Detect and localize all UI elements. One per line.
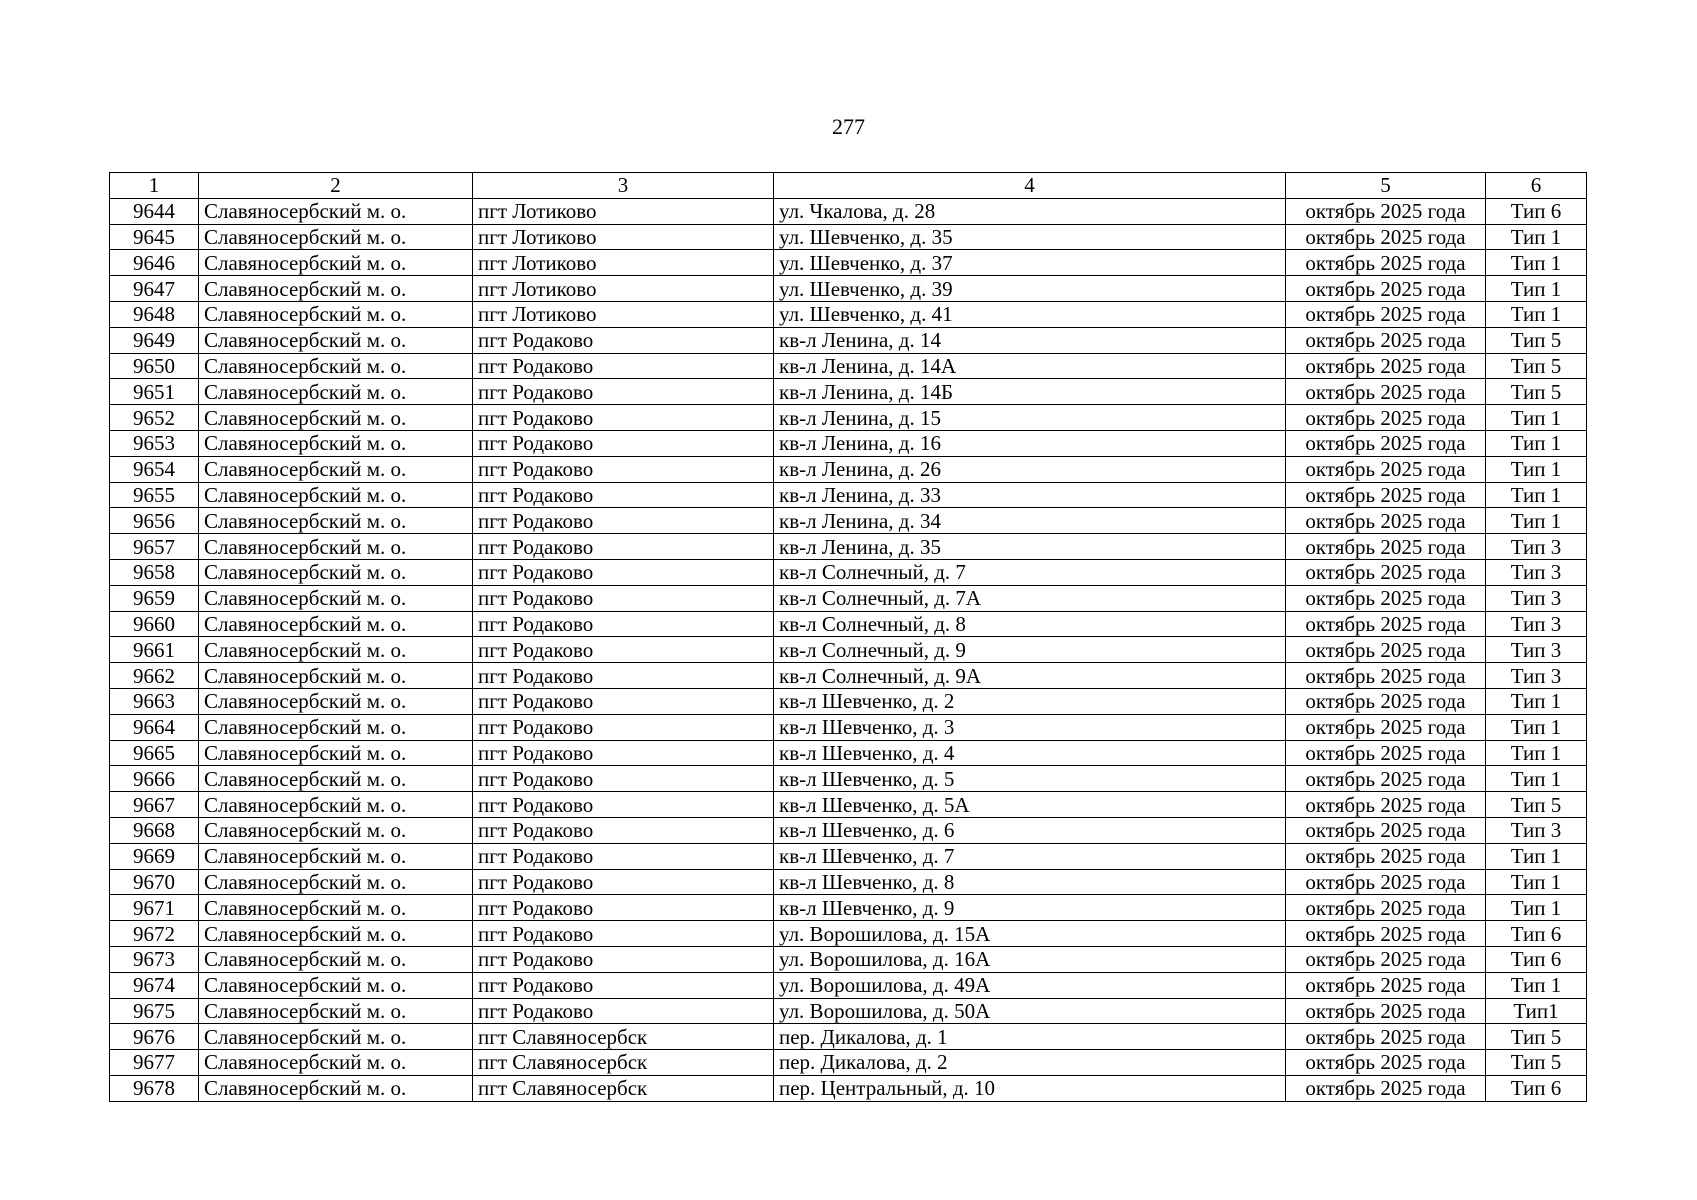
district-cell: Славяносербский м. о.	[199, 198, 473, 224]
locality-cell: пгт Родаково	[473, 740, 774, 766]
row-number-cell: 9658	[110, 559, 199, 585]
row-number-cell: 9668	[110, 817, 199, 843]
district-cell: Славяносербский м. о.	[199, 637, 473, 663]
locality-cell: пгт Лотиково	[473, 198, 774, 224]
type-cell: Тип 6	[1486, 198, 1587, 224]
date-cell: октябрь 2025 года	[1286, 817, 1486, 843]
row-number-cell: 9651	[110, 379, 199, 405]
row-number-cell: 9663	[110, 688, 199, 714]
table-row	[110, 817, 1587, 843]
locality-cell: пгт Родаково	[473, 379, 774, 405]
district-cell: Славяносербский м. о.	[199, 224, 473, 250]
locality-cell: пгт Родаково	[473, 792, 774, 818]
type-cell: Тип 1	[1486, 508, 1587, 534]
row-number-cell: 9661	[110, 637, 199, 663]
district-cell: Славяносербский м. о.	[199, 1050, 473, 1076]
address-cell: кв-л Шевченко, д. 9	[774, 895, 1286, 921]
type-cell: Тип 1	[1486, 895, 1587, 921]
row-number-cell: 9645	[110, 224, 199, 250]
address-cell: ул. Ворошилова, д. 50А	[774, 998, 1286, 1024]
locality-cell: пгт Родаково	[473, 843, 774, 869]
type-cell: Тип 3	[1486, 534, 1587, 560]
address-cell: кв-л Ленина, д. 26	[774, 456, 1286, 482]
table-row	[110, 585, 1587, 611]
date-cell: октябрь 2025 года	[1286, 353, 1486, 379]
type-cell: Тип 6	[1486, 921, 1587, 947]
locality-cell: пгт Родаково	[473, 508, 774, 534]
locality-cell: пгт Родаково	[473, 946, 774, 972]
address-cell: ул. Чкалова, д. 28	[774, 198, 1286, 224]
type-cell: Тип 3	[1486, 637, 1587, 663]
header-cell-5: 5	[1286, 173, 1486, 199]
row-number-cell: 9647	[110, 276, 199, 302]
row-number-cell: 9657	[110, 534, 199, 560]
table-row	[110, 792, 1587, 818]
row-number-cell: 9650	[110, 353, 199, 379]
locality-cell: пгт Родаково	[473, 327, 774, 353]
address-cell: кв-л Ленина, д. 14Б	[774, 379, 1286, 405]
locality-cell: пгт Славяносербск	[473, 1024, 774, 1050]
district-cell: Славяносербский м. о.	[199, 405, 473, 431]
table-row	[110, 843, 1587, 869]
address-cell: ул. Шевченко, д. 35	[774, 224, 1286, 250]
address-cell: кв-л Шевченко, д. 4	[774, 740, 1286, 766]
district-cell: Славяносербский м. о.	[199, 327, 473, 353]
type-cell: Тип 5	[1486, 1050, 1587, 1076]
address-cell: кв-л Ленина, д. 34	[774, 508, 1286, 534]
date-cell: октябрь 2025 года	[1286, 972, 1486, 998]
table-row	[110, 327, 1587, 353]
locality-cell: пгт Лотиково	[473, 276, 774, 302]
page-number: 277	[832, 114, 865, 139]
type-cell: Тип 1	[1486, 224, 1587, 250]
district-cell: Славяносербский м. о.	[199, 869, 473, 895]
address-cell: кв-л Шевченко, д. 2	[774, 688, 1286, 714]
type-cell: Тип 6	[1486, 946, 1587, 972]
locality-cell: пгт Родаково	[473, 585, 774, 611]
type-cell: Тип 3	[1486, 663, 1587, 689]
date-cell: октябрь 2025 года	[1286, 998, 1486, 1024]
date-cell: октябрь 2025 года	[1286, 276, 1486, 302]
address-cell: ул. Шевченко, д. 37	[774, 250, 1286, 276]
header-row	[110, 173, 1587, 199]
type-cell: Тип 1	[1486, 972, 1587, 998]
locality-cell: пгт Родаково	[473, 611, 774, 637]
date-cell: октябрь 2025 года	[1286, 921, 1486, 947]
date-cell: октябрь 2025 года	[1286, 224, 1486, 250]
address-cell: пер. Дикалова, д. 1	[774, 1024, 1286, 1050]
date-cell: октябрь 2025 года	[1286, 482, 1486, 508]
row-number-cell: 9652	[110, 405, 199, 431]
date-cell: октябрь 2025 года	[1286, 663, 1486, 689]
date-cell: октябрь 2025 года	[1286, 559, 1486, 585]
address-cell: пер. Центральный, д. 10	[774, 1075, 1286, 1101]
table-row	[110, 921, 1587, 947]
district-cell: Славяносербский м. о.	[199, 688, 473, 714]
address-cell: пер. Дикалова, д. 2	[774, 1050, 1286, 1076]
type-cell: Тип 3	[1486, 817, 1587, 843]
district-cell: Славяносербский м. о.	[199, 430, 473, 456]
address-cell: кв-л Солнечный, д. 7	[774, 559, 1286, 585]
date-cell: октябрь 2025 года	[1286, 714, 1486, 740]
district-cell: Славяносербский м. о.	[199, 508, 473, 534]
header-cell-4: 4	[774, 173, 1286, 199]
table-row	[110, 1075, 1587, 1101]
address-cell: кв-л Шевченко, д. 6	[774, 817, 1286, 843]
type-cell: Тип 1	[1486, 688, 1587, 714]
header-cell-1: 1	[110, 173, 199, 199]
date-cell: октябрь 2025 года	[1286, 508, 1486, 534]
locality-cell: пгт Родаково	[473, 998, 774, 1024]
row-number-cell: 9664	[110, 714, 199, 740]
date-cell: октябрь 2025 года	[1286, 766, 1486, 792]
row-number-cell: 9672	[110, 921, 199, 947]
address-cell: кв-л Шевченко, д. 3	[774, 714, 1286, 740]
table-row	[110, 946, 1587, 972]
row-number-cell: 9667	[110, 792, 199, 818]
table-row	[110, 301, 1587, 327]
date-cell: октябрь 2025 года	[1286, 379, 1486, 405]
address-cell: ул. Шевченко, д. 41	[774, 301, 1286, 327]
table-row	[110, 688, 1587, 714]
locality-cell: пгт Родаково	[473, 895, 774, 921]
date-cell: октябрь 2025 года	[1286, 637, 1486, 663]
table-row	[110, 276, 1587, 302]
date-cell: октябрь 2025 года	[1286, 869, 1486, 895]
table-row	[110, 611, 1587, 637]
address-cell: кв-л Шевченко, д. 7	[774, 843, 1286, 869]
address-cell: кв-л Солнечный, д. 8	[774, 611, 1286, 637]
address-cell: кв-л Шевченко, д. 8	[774, 869, 1286, 895]
district-cell: Славяносербский м. о.	[199, 276, 473, 302]
date-cell: октябрь 2025 года	[1286, 792, 1486, 818]
locality-cell: пгт Родаково	[473, 430, 774, 456]
address-cell: кв-л Шевченко, д. 5А	[774, 792, 1286, 818]
type-cell: Тип 1	[1486, 482, 1587, 508]
row-number-cell: 9648	[110, 301, 199, 327]
district-cell: Славяносербский м. о.	[199, 559, 473, 585]
locality-cell: пгт Лотиково	[473, 250, 774, 276]
type-cell: Тип1	[1486, 998, 1587, 1024]
row-number-cell: 9676	[110, 1024, 199, 1050]
row-number-cell: 9669	[110, 843, 199, 869]
row-number-cell: 9678	[110, 1075, 199, 1101]
district-cell: Славяносербский м. о.	[199, 817, 473, 843]
district-cell: Славяносербский м. о.	[199, 663, 473, 689]
type-cell: Тип 5	[1486, 379, 1587, 405]
district-cell: Славяносербский м. о.	[199, 301, 473, 327]
type-cell: Тип 3	[1486, 585, 1587, 611]
type-cell: Тип 1	[1486, 740, 1587, 766]
type-cell: Тип 1	[1486, 405, 1587, 431]
row-number-cell: 9673	[110, 946, 199, 972]
type-cell: Тип 6	[1486, 1075, 1587, 1101]
address-cell: кв-л Солнечный, д. 9	[774, 637, 1286, 663]
date-cell: октябрь 2025 года	[1286, 405, 1486, 431]
table-row	[110, 250, 1587, 276]
table-row	[110, 895, 1587, 921]
locality-cell: пгт Славяносербск	[473, 1075, 774, 1101]
type-cell: Тип 3	[1486, 559, 1587, 585]
type-cell: Тип 1	[1486, 430, 1587, 456]
date-cell: октябрь 2025 года	[1286, 456, 1486, 482]
address-cell: ул. Ворошилова, д. 15А	[774, 921, 1286, 947]
type-cell: Тип 5	[1486, 792, 1587, 818]
district-cell: Славяносербский м. о.	[199, 353, 473, 379]
type-cell: Тип 1	[1486, 456, 1587, 482]
row-number-cell: 9666	[110, 766, 199, 792]
row-number-cell: 9654	[110, 456, 199, 482]
table-row	[110, 224, 1587, 250]
date-cell: октябрь 2025 года	[1286, 843, 1486, 869]
type-cell: Тип 1	[1486, 301, 1587, 327]
date-cell: октябрь 2025 года	[1286, 430, 1486, 456]
row-number-cell: 9674	[110, 972, 199, 998]
district-cell: Славяносербский м. о.	[199, 250, 473, 276]
district-cell: Славяносербский м. о.	[199, 379, 473, 405]
district-cell: Славяносербский м. о.	[199, 843, 473, 869]
locality-cell: пгт Родаково	[473, 482, 774, 508]
row-number-cell: 9653	[110, 430, 199, 456]
register-table	[109, 172, 1587, 1102]
locality-cell: пгт Лотиково	[473, 301, 774, 327]
table-row	[110, 998, 1587, 1024]
row-number-cell: 9646	[110, 250, 199, 276]
date-cell: октябрь 2025 года	[1286, 688, 1486, 714]
district-cell: Славяносербский м. о.	[199, 611, 473, 637]
row-number-cell: 9665	[110, 740, 199, 766]
locality-cell: пгт Родаково	[473, 817, 774, 843]
row-number-cell: 9649	[110, 327, 199, 353]
address-cell: кв-л Ленина, д. 35	[774, 534, 1286, 560]
district-cell: Славяносербский м. о.	[199, 766, 473, 792]
row-number-cell: 9670	[110, 869, 199, 895]
table-row	[110, 405, 1587, 431]
type-cell: Тип 1	[1486, 276, 1587, 302]
table-row	[110, 637, 1587, 663]
row-number-cell: 9659	[110, 585, 199, 611]
date-cell: октябрь 2025 года	[1286, 1075, 1486, 1101]
district-cell: Славяносербский м. о.	[199, 1075, 473, 1101]
row-number-cell: 9655	[110, 482, 199, 508]
locality-cell: пгт Лотиково	[473, 224, 774, 250]
locality-cell: пгт Родаково	[473, 921, 774, 947]
locality-cell: пгт Родаково	[473, 663, 774, 689]
table-row	[110, 972, 1587, 998]
table-row	[110, 1050, 1587, 1076]
address-cell: ул. Ворошилова, д. 49А	[774, 972, 1286, 998]
table-row	[110, 482, 1587, 508]
district-cell: Славяносербский м. о.	[199, 714, 473, 740]
date-cell: октябрь 2025 года	[1286, 1050, 1486, 1076]
table-row	[110, 663, 1587, 689]
row-number-cell: 9644	[110, 198, 199, 224]
type-cell: Тип 5	[1486, 353, 1587, 379]
type-cell: Тип 1	[1486, 843, 1587, 869]
district-cell: Славяносербский м. о.	[199, 482, 473, 508]
locality-cell: пгт Родаково	[473, 637, 774, 663]
type-cell: Тип 5	[1486, 327, 1587, 353]
row-number-cell: 9662	[110, 663, 199, 689]
locality-cell: пгт Славяносербск	[473, 1050, 774, 1076]
district-cell: Славяносербский м. о.	[199, 792, 473, 818]
date-cell: октябрь 2025 года	[1286, 534, 1486, 560]
table-row	[110, 740, 1587, 766]
table-row	[110, 379, 1587, 405]
date-cell: октябрь 2025 года	[1286, 895, 1486, 921]
date-cell: октябрь 2025 года	[1286, 585, 1486, 611]
date-cell: октябрь 2025 года	[1286, 327, 1486, 353]
type-cell: Тип 1	[1486, 869, 1587, 895]
address-cell: ул. Ворошилова, д. 16А	[774, 946, 1286, 972]
address-cell: кв-л Солнечный, д. 7А	[774, 585, 1286, 611]
address-cell: кв-л Ленина, д. 33	[774, 482, 1286, 508]
locality-cell: пгт Родаково	[473, 972, 774, 998]
district-cell: Славяносербский м. о.	[199, 921, 473, 947]
locality-cell: пгт Родаково	[473, 766, 774, 792]
date-cell: октябрь 2025 года	[1286, 198, 1486, 224]
address-cell: кв-л Ленина, д. 15	[774, 405, 1286, 431]
date-cell: октябрь 2025 года	[1286, 946, 1486, 972]
locality-cell: пгт Родаково	[473, 353, 774, 379]
address-cell: ул. Шевченко, д. 39	[774, 276, 1286, 302]
header-cell-6: 6	[1486, 173, 1587, 199]
locality-cell: пгт Родаково	[473, 869, 774, 895]
district-cell: Славяносербский м. о.	[199, 585, 473, 611]
type-cell: Тип 3	[1486, 611, 1587, 637]
table-header	[110, 173, 1587, 199]
locality-cell: пгт Родаково	[473, 714, 774, 740]
address-cell: кв-л Солнечный, д. 9А	[774, 663, 1286, 689]
district-cell: Славяносербский м. о.	[199, 740, 473, 766]
district-cell: Славяносербский м. о.	[199, 972, 473, 998]
district-cell: Славяносербский м. о.	[199, 998, 473, 1024]
table-row	[110, 508, 1587, 534]
type-cell: Тип 1	[1486, 766, 1587, 792]
row-number-cell: 9656	[110, 508, 199, 534]
table-row	[110, 456, 1587, 482]
date-cell: октябрь 2025 года	[1286, 301, 1486, 327]
table-body	[110, 198, 1587, 1101]
table-row	[110, 869, 1587, 895]
locality-cell: пгт Родаково	[473, 456, 774, 482]
header-cell-3: 3	[473, 173, 774, 199]
type-cell: Тип 5	[1486, 1024, 1587, 1050]
locality-cell: пгт Родаково	[473, 534, 774, 560]
address-cell: кв-л Ленина, д. 14	[774, 327, 1286, 353]
row-number-cell: 9660	[110, 611, 199, 637]
table-row	[110, 430, 1587, 456]
district-cell: Славяносербский м. о.	[199, 946, 473, 972]
address-cell: кв-л Шевченко, д. 5	[774, 766, 1286, 792]
address-cell: кв-л Ленина, д. 14А	[774, 353, 1286, 379]
address-cell: кв-л Ленина, д. 16	[774, 430, 1286, 456]
date-cell: октябрь 2025 года	[1286, 250, 1486, 276]
district-cell: Славяносербский м. о.	[199, 534, 473, 560]
table-row	[110, 198, 1587, 224]
table-row	[110, 766, 1587, 792]
date-cell: октябрь 2025 года	[1286, 1024, 1486, 1050]
table-row	[110, 534, 1587, 560]
locality-cell: пгт Родаково	[473, 688, 774, 714]
date-cell: октябрь 2025 года	[1286, 611, 1486, 637]
district-cell: Славяносербский м. о.	[199, 456, 473, 482]
row-number-cell: 9671	[110, 895, 199, 921]
table-row	[110, 1024, 1587, 1050]
table-row	[110, 559, 1587, 585]
type-cell: Тип 1	[1486, 250, 1587, 276]
table-row	[110, 714, 1587, 740]
type-cell: Тип 1	[1486, 714, 1587, 740]
locality-cell: пгт Родаково	[473, 405, 774, 431]
row-number-cell: 9675	[110, 998, 199, 1024]
row-number-cell: 9677	[110, 1050, 199, 1076]
locality-cell: пгт Родаково	[473, 559, 774, 585]
header-cell-2: 2	[199, 173, 473, 199]
district-cell: Славяносербский м. о.	[199, 895, 473, 921]
date-cell: октябрь 2025 года	[1286, 740, 1486, 766]
district-cell: Славяносербский м. о.	[199, 1024, 473, 1050]
table-row	[110, 353, 1587, 379]
